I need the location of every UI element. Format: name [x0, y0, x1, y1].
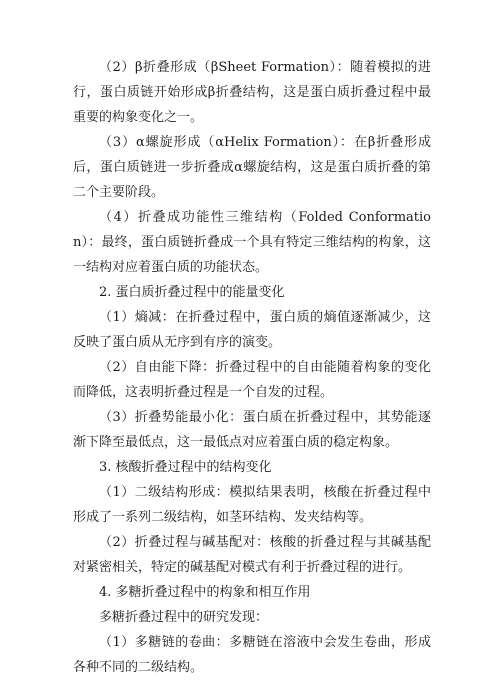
paragraph-secondary-structure: （1）二级结构形成：模拟结果表明，核酸在折叠过程中形成了一系列二级结构，如茎环结构、发夹结构等。 — [73, 485, 431, 525]
document-body — [73, 55, 431, 680]
section-heading-protein-energy: 2. 蛋白质折叠过程中的能量变化 — [99, 285, 285, 300]
paragraph-polysaccharide-coil: （1）多糖链的卷曲：多糖链在溶液中会发生卷曲，形成各种不同的二级结构。 — [73, 635, 431, 675]
paragraph-polysaccharide-intro: 多糖折叠过程中的研究发现： — [99, 610, 269, 625]
paragraph-free-energy: （2）自由能下降：折叠过程中的自由能随着构象的变化而降低，这表明折叠过程是一个自发的过程。 — [73, 360, 431, 400]
paragraph-folded-conformation: （4）折叠成功能性三维结构（Folded Conformation）：最终，蛋白质链折叠成一个具有特定三维结构的构象，这一结构对应着蛋白质的功能状态。 — [73, 210, 431, 275]
paragraph-entropy: （1）熵减：在折叠过程中，蛋白质的熵值逐渐减少，这反映了蛋白质从无序到有序的演变。 — [73, 310, 431, 350]
section-heading-nucleic-acid: 3. 核酸折叠过程中的结构变化 — [99, 460, 272, 475]
paragraph-alpha-helix: （3）α螺旋形成（αHelix Formation）：在β折叠形成后，蛋白质链进一步折叠成α螺旋结构，这是蛋白质折叠的第二个主要阶段。 — [73, 135, 431, 200]
section-heading-polysaccharide: 4. 多糖折叠过程中的构象和相互作用 — [99, 585, 311, 600]
paragraph-base-pairing: （2）折叠过程与碱基配对：核酸的折叠过程与其碱基配对紧密相关，特定的碱基配对模式有利于折叠过程的进行。 — [73, 535, 431, 575]
paragraph-potential-energy: （3）折叠势能最小化：蛋白质在折叠过程中，其势能逐渐下降至最低点，这一最低点对应着蛋白质的稳定构象。 — [73, 410, 431, 450]
paragraph-beta-sheet: （2）β折叠形成（βSheet Formation）：随着模拟的进行，蛋白质链开始形成β折叠结构，这是蛋白质折叠过程中最重要的构象变化之一。 — [73, 60, 431, 125]
